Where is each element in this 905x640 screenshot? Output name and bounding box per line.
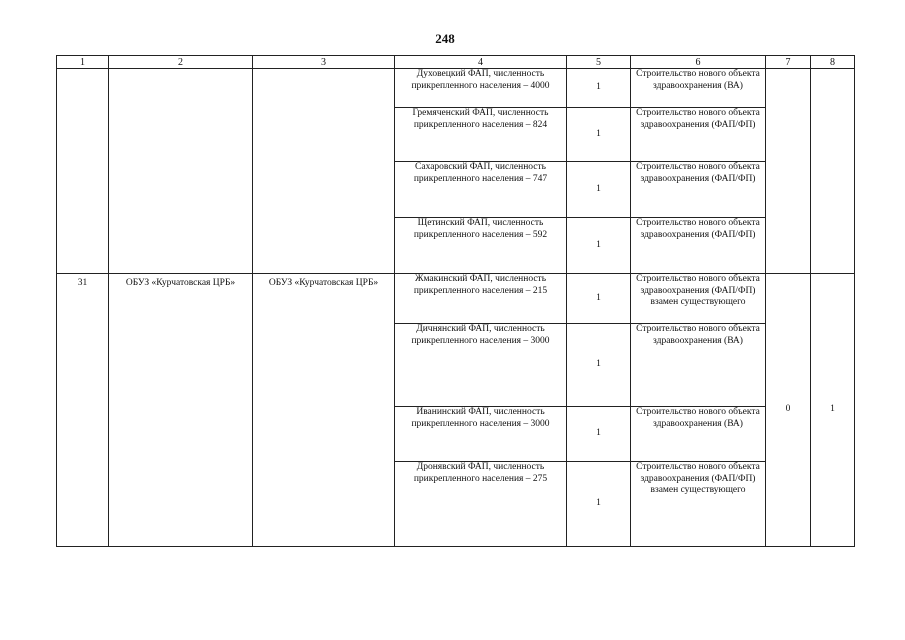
- count-cell: 1: [567, 218, 631, 274]
- facility-cell: Жмакинский ФАП, численность прикрепленного населения – 215: [395, 274, 567, 324]
- header-cell: 8: [811, 56, 855, 69]
- header-cell: 4: [395, 56, 567, 69]
- empty-cell: [253, 69, 395, 274]
- header-cell: 3: [253, 56, 395, 69]
- facility-cell: Гремяченский ФАП, численность прикрепленного населения – 824: [395, 108, 567, 162]
- header-row: [57, 56, 855, 69]
- facility-cell: Щетинский ФАП, численность прикрепленного населения – 592: [395, 218, 567, 274]
- header-cell: 2: [109, 56, 253, 69]
- count-cell: 1: [567, 162, 631, 218]
- header-cell: 5: [567, 56, 631, 69]
- page-number: 248: [435, 31, 455, 46]
- facility-cell: Духовецкий ФАП, численность прикрепленного населения – 4000: [395, 69, 567, 108]
- organization-cell: ОБУЗ «Курчатовская ЦРБ»: [253, 274, 395, 547]
- data-table: [56, 55, 855, 547]
- action-cell: Строительство нового объекта здравоохранения (ФАП/ФП): [631, 218, 766, 274]
- header-cell: 7: [766, 56, 811, 69]
- facility-cell: Дронявский ФАП, численность прикрепленного населения – 275: [395, 462, 567, 547]
- empty-cell: [811, 69, 855, 274]
- col8-value: 1: [811, 274, 855, 547]
- count-cell: 1: [567, 274, 631, 324]
- col7-value: 0: [766, 274, 811, 547]
- action-cell: Строительство нового объекта здравоохранения (ВА): [631, 324, 766, 407]
- count-cell: 1: [567, 108, 631, 162]
- action-cell: Строительство нового объекта здравоохранения (ВА): [631, 407, 766, 462]
- count-cell: 1: [567, 407, 631, 462]
- empty-cell: [109, 69, 253, 274]
- facility-cell: Сахаровский ФАП, численность прикрепленного населения – 747: [395, 162, 567, 218]
- header-cell: 1: [57, 56, 109, 69]
- empty-cell: [766, 69, 811, 274]
- action-cell: Строительство нового объекта здравоохранения (ФАП/ФП): [631, 108, 766, 162]
- table-row: [57, 274, 855, 324]
- count-cell: 1: [567, 462, 631, 547]
- action-cell: Строительство нового объекта здравоохранения (ФАП/ФП): [631, 162, 766, 218]
- empty-cell: [57, 69, 109, 274]
- facility-cell: Дичнянский ФАП, численность прикрепленного населения – 3000: [395, 324, 567, 407]
- action-cell: Строительство нового объекта здравоохранения (ВА): [631, 69, 766, 108]
- header-cell: 6: [631, 56, 766, 69]
- organization-cell: ОБУЗ «Курчатовская ЦРБ»: [109, 274, 253, 547]
- facility-cell: Иванинский ФАП, численность прикрепленного населения – 3000: [395, 407, 567, 462]
- row-number: 31: [57, 274, 109, 547]
- count-cell: 1: [567, 69, 631, 108]
- count-cell: 1: [567, 324, 631, 407]
- action-cell: Строительство нового объекта здравоохранения (ФАП/ФП) взамен существующего: [631, 462, 766, 547]
- action-cell: Строительство нового объекта здравоохранения (ФАП/ФП) взамен существующего: [631, 274, 766, 324]
- table-row: [57, 69, 855, 108]
